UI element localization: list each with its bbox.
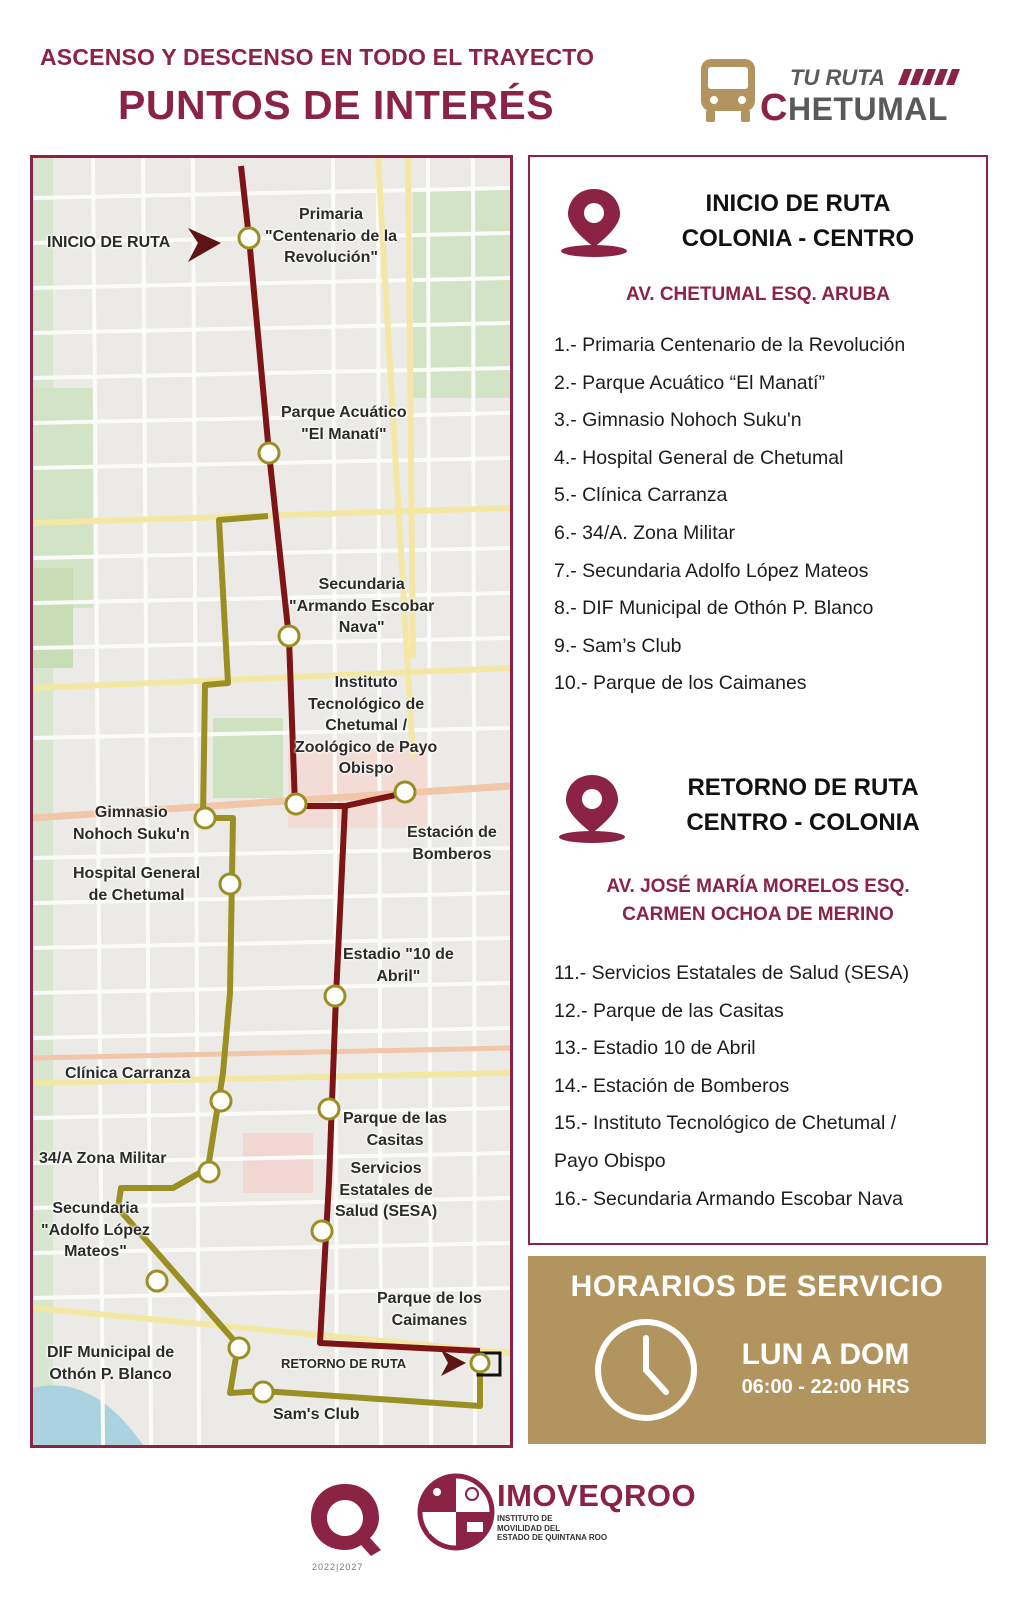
- stop-marker-instituto: [286, 794, 306, 814]
- agency-subtitle-line: INSTITUTO DE: [497, 1514, 553, 1523]
- map-label-inicio: INICIO DE RUTA: [47, 234, 171, 251]
- brand-top: TU RUTA: [790, 65, 885, 90]
- list-item: 7.- Secundaria Adolfo López Mateos: [554, 559, 869, 582]
- stop-marker-dif: [229, 1338, 249, 1358]
- location-pin-icon: [556, 773, 628, 845]
- map-label-gimnasio: Gimnasio Nohoch Suku'n: [73, 804, 190, 843]
- return-title-line1: RETORNO DE RUTA: [687, 774, 919, 801]
- list-item: 15.- Instituto Tecnológico de Chetumal /: [554, 1112, 897, 1135]
- return-address-line2: CARMEN OCHOA DE MERINO: [622, 903, 894, 925]
- location-pin-icon: [558, 187, 630, 259]
- imoveqroo-logo-icon: [417, 1472, 495, 1552]
- agency-name: IMOVEQROO: [497, 1478, 697, 1513]
- list-item: 16.- Secundaria Armando Escobar Nava: [554, 1187, 904, 1210]
- stop-marker-secundaria-lopez: [147, 1271, 167, 1291]
- map-label-retorno: RETORNO DE RUTA: [281, 1356, 407, 1371]
- stop-marker-estadio: [325, 986, 345, 1006]
- brand-rest: HETUMAL: [787, 91, 948, 127]
- brand-main: [760, 87, 948, 130]
- tu-ruta-chetumal-logo: [698, 55, 978, 127]
- map-label-sams: Sam's Club: [273, 1406, 360, 1423]
- map-label-secundaria-escobar: Secundaria "Armando Escobar Nava": [289, 576, 435, 637]
- stop-marker-caimanes: [471, 1354, 489, 1372]
- map-label-hospital: Hospital General de Chetumal: [73, 865, 201, 904]
- stop-marker-primaria: [239, 228, 259, 248]
- list-item: 13.- Estadio 10 de Abril: [554, 1037, 756, 1060]
- list-item: 12.- Parque de las Casitas: [554, 999, 784, 1022]
- stop-marker-hospital: [220, 874, 240, 894]
- stops-panel: [528, 155, 988, 1245]
- map-label-zona-militar: 34/A Zona Militar: [39, 1150, 167, 1167]
- route-map: [30, 155, 513, 1448]
- agency-subtitle: [497, 1514, 607, 1543]
- stop-marker-gimnasio: [195, 808, 215, 828]
- stop-marker-sams: [253, 1382, 273, 1402]
- stop-marker-zona-militar: [199, 1162, 219, 1182]
- list-item: 2.- Parque Acuático “El Manatí”: [554, 371, 825, 394]
- page-title: PUNTOS DE INTERÉS: [118, 82, 555, 128]
- retorno-arrow-icon: [441, 1350, 466, 1376]
- list-item: 9.- Sam’s Club: [554, 634, 682, 657]
- footer-years: 2022|2027: [312, 1562, 364, 1572]
- agency-subtitle-line: MOVILIDAD DEL: [497, 1523, 561, 1533]
- list-item: 14.- Estación de Bomberos: [554, 1074, 790, 1097]
- list-item: 5.- Clínica Carranza: [554, 484, 728, 507]
- map-label-casitas: Parque de las Casitas: [343, 1110, 448, 1149]
- stop-marker-casitas: [319, 1099, 339, 1119]
- schedule-days: LUN A DOM: [741, 1338, 910, 1371]
- return-address: [530, 873, 986, 928]
- list-item: 1.- Primaria Centenario de la Revolución: [554, 334, 906, 356]
- map-label-sesa: Servicios Estatales de Salud (SESA): [335, 1160, 438, 1221]
- list-item: Payo Obispo: [554, 1149, 666, 1172]
- schedule-hours: 06:00 - 22:00 HRS: [741, 1376, 910, 1398]
- map-label-estadio: Estadio "10 de Abril": [343, 946, 454, 985]
- outbound-address: AV. CHETUMAL ESQ. ARUBA: [626, 284, 890, 305]
- schedule-box: [528, 1256, 986, 1444]
- stop-marker-clinica: [211, 1091, 231, 1111]
- map-label-dif: DIF Municipal de Othón P. Blanco: [47, 1344, 175, 1383]
- map-label-clinica: Clínica Carranza: [65, 1065, 191, 1082]
- list-item: 10.- Parque de los Caimanes: [554, 672, 807, 695]
- bus-icon: [698, 55, 758, 125]
- stop-marker-bomberos: [395, 782, 415, 802]
- return-title: [640, 771, 966, 841]
- list-item: 3.- Gimnasio Nohoch Suku'n: [554, 409, 802, 432]
- outbound-title-line1: INICIO DE RUTA: [705, 190, 891, 217]
- map-label-bomberos: Estación de Bomberos: [407, 824, 497, 863]
- list-item: 6.- 34/A. Zona Militar: [554, 521, 735, 544]
- list-item: 8.- DIF Municipal de Othón P. Blanco: [554, 597, 874, 620]
- map-label-parque-acuatico: Parque Acuático "El Manatí": [281, 404, 407, 443]
- government-q-logo-icon: [305, 1478, 385, 1560]
- map-label-secundaria-lopez: Secundaria "Adolfo López Mateos": [41, 1200, 150, 1261]
- schedule-title: HORARIOS DE SERVICIO: [570, 1270, 944, 1303]
- outbound-title-line2: COLONIA - CENTRO: [681, 224, 915, 252]
- stop-marker-parque-acuatico: [259, 443, 279, 463]
- map-label-caimanes: Parque de los Caimanes: [377, 1290, 482, 1329]
- brand-initial: C: [760, 87, 788, 129]
- return-title-line2: CENTRO - COLONIA: [686, 808, 920, 836]
- list-item: 11.- Servicios Estatales de Salud (SESA): [554, 962, 910, 984]
- list-item: 4.- Hospital General de Chetumal: [554, 446, 844, 469]
- agency-subtitle-line: ESTADO DE QUINTANA ROO: [497, 1533, 608, 1543]
- map-label-primaria: Primaria "Centenario de la Revolución": [265, 206, 398, 267]
- outbound-stops-list: [554, 327, 905, 703]
- stop-marker-sesa: [312, 1221, 332, 1241]
- return-stops-list: [554, 955, 909, 1218]
- brand-stripes-icon: [898, 69, 966, 85]
- return-address-line1: AV. JOSÉ MARÍA MORELOS ESQ.: [606, 876, 910, 897]
- outbound-title: [640, 187, 956, 257]
- clock-icon: [592, 1316, 700, 1424]
- map-label-instituto: Instituto Tecnológico de Chetumal / Zoológico de Payo Obispo: [295, 674, 438, 778]
- header-subtitle: ASCENSO Y DESCENSO EN TODO EL TRAYECTO: [40, 44, 595, 70]
